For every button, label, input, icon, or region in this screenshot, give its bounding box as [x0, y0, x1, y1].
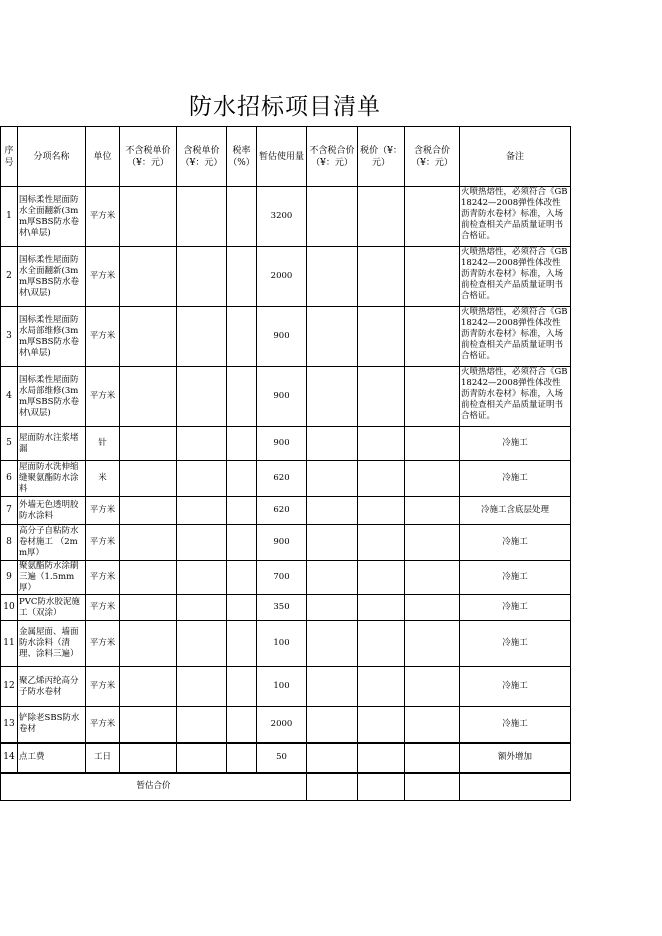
- row-tax-rate: [227, 497, 257, 525]
- row-tax-rate: [227, 427, 257, 461]
- bid-items-table: [0, 126, 571, 801]
- row-name: 屋面防水注浆堵漏: [18, 427, 86, 461]
- row-price-ex: [120, 561, 177, 595]
- row-total-in: [405, 595, 460, 621]
- row-qty: 620: [257, 497, 307, 525]
- row-price-ex: [120, 461, 177, 497]
- row-note: 冷施工: [460, 461, 571, 497]
- row-total-ex: [307, 367, 358, 427]
- row-tax-rate: [227, 667, 257, 707]
- row-note: 火喷热熔性，必须符合《GB18242—2008弹性体改性沥青防水卷材》标准，入场前检查相关产品质量证明书合格证。: [460, 187, 571, 247]
- table-row: [1, 307, 571, 367]
- header-price-ex: 不含税单价（¥：元）: [120, 127, 177, 187]
- row-tax-rate: [227, 561, 257, 595]
- row-seq: 10: [1, 595, 18, 621]
- row-unit: 平方米: [86, 525, 120, 561]
- row-name: 外墙无色透明胶防水涂料: [18, 497, 86, 525]
- row-total-ex: [307, 525, 358, 561]
- row-tax: [358, 561, 405, 595]
- row-total-in: [405, 667, 460, 707]
- row-total-in: [405, 461, 460, 497]
- row-tax-rate: [227, 367, 257, 427]
- row-price-in: [177, 707, 227, 743]
- row-tax: [358, 461, 405, 497]
- row-note: 火喷热熔性，必须符合《GB18242—2008弹性体改性沥青防水卷材》标准，入场前检查相关产品质量证明书合格证。: [460, 367, 571, 427]
- row-tax: [358, 427, 405, 461]
- table-row: [1, 367, 571, 427]
- row-total-ex: [307, 427, 358, 461]
- row-name: 高分子自粘防水卷材施工 （2mm厚）: [18, 525, 86, 561]
- row-tax: [358, 707, 405, 743]
- header-tax: 税价（¥：元）: [358, 127, 405, 187]
- table-row: [1, 187, 571, 247]
- row-total-in: [405, 707, 460, 743]
- row-qty: 350: [257, 595, 307, 621]
- total-tax-cell: [358, 773, 405, 801]
- row-tax-rate: [227, 187, 257, 247]
- header-qty: 暂估使用量: [257, 127, 307, 187]
- row-unit: 平方米: [86, 621, 120, 667]
- header-price-in: 含税单价（¥：元）: [177, 127, 227, 187]
- row-total-in: [405, 247, 460, 307]
- row-price-ex: [120, 743, 177, 773]
- table-row: [1, 707, 571, 743]
- table-row: [1, 743, 571, 773]
- row-tax: [358, 525, 405, 561]
- row-price-in: [177, 743, 227, 773]
- row-note: 冷施工: [460, 561, 571, 595]
- row-qty: 2000: [257, 247, 307, 307]
- row-qty: 2000: [257, 707, 307, 743]
- row-note: 冷施工: [460, 707, 571, 743]
- table-row: [1, 427, 571, 461]
- row-seq: 2: [1, 247, 18, 307]
- table-row: [1, 621, 571, 667]
- row-seq: 5: [1, 427, 18, 461]
- total-note-cell: [460, 773, 571, 801]
- row-tax: [358, 497, 405, 525]
- row-note: 冷施工: [460, 595, 571, 621]
- row-tax: [358, 595, 405, 621]
- row-unit: 针: [86, 427, 120, 461]
- header-unit: 单位: [86, 127, 120, 187]
- row-seq: 8: [1, 525, 18, 561]
- row-total-in: [405, 427, 460, 461]
- row-seq: 1: [1, 187, 18, 247]
- row-tax: [358, 367, 405, 427]
- row-price-ex: [120, 187, 177, 247]
- row-unit: 平方米: [86, 667, 120, 707]
- header-total-in: 含税合价（¥：元）: [405, 127, 460, 187]
- row-price-in: [177, 561, 227, 595]
- total-label: 暂估合价: [1, 773, 307, 801]
- row-unit: 平方米: [86, 707, 120, 743]
- row-tax: [358, 307, 405, 367]
- row-total-ex: [307, 595, 358, 621]
- row-tax-rate: [227, 461, 257, 497]
- row-tax-rate: [227, 307, 257, 367]
- row-tax-rate: [227, 707, 257, 743]
- header-tax-rate: 税率（%）: [227, 127, 257, 187]
- row-seq: 13: [1, 707, 18, 743]
- row-qty: 100: [257, 667, 307, 707]
- row-total-in: [405, 497, 460, 525]
- row-qty: 900: [257, 307, 307, 367]
- row-price-ex: [120, 367, 177, 427]
- row-price-in: [177, 621, 227, 667]
- row-price-ex: [120, 707, 177, 743]
- table-row: [1, 497, 571, 525]
- row-tax-rate: [227, 525, 257, 561]
- row-unit: 平方米: [86, 497, 120, 525]
- row-name: 聚乙烯丙纶高分子防水卷材: [18, 667, 86, 707]
- row-seq: 9: [1, 561, 18, 595]
- row-total-in: [405, 525, 460, 561]
- header-note: 备注: [460, 127, 571, 187]
- row-unit: 平方米: [86, 187, 120, 247]
- row-unit: 平方米: [86, 561, 120, 595]
- row-tax: [358, 247, 405, 307]
- row-seq: 6: [1, 461, 18, 497]
- row-price-in: [177, 367, 227, 427]
- row-total-in: [405, 307, 460, 367]
- table-row: [1, 595, 571, 621]
- header-name: 分项名称: [18, 127, 86, 187]
- row-tax-rate: [227, 595, 257, 621]
- row-seq: 4: [1, 367, 18, 427]
- row-name: PVC防水胶泥施工（双涂）: [18, 595, 86, 621]
- row-qty: 3200: [257, 187, 307, 247]
- row-total-in: [405, 187, 460, 247]
- table-row: [1, 667, 571, 707]
- row-name: 屋面防水洗伸缩缝聚氨酯防水涂料: [18, 461, 86, 497]
- row-tax: [358, 187, 405, 247]
- row-total-ex: [307, 461, 358, 497]
- row-total-ex: [307, 307, 358, 367]
- row-qty: 700: [257, 561, 307, 595]
- row-unit: 平方米: [86, 307, 120, 367]
- row-qty: 620: [257, 461, 307, 497]
- row-total-ex: [307, 561, 358, 595]
- table-row: [1, 525, 571, 561]
- row-price-ex: [120, 667, 177, 707]
- row-note: 冷施工含底层处理: [460, 497, 571, 525]
- row-price-ex: [120, 497, 177, 525]
- row-note: 火喷热熔性，必须符合《GB18242—2008弹性体改性沥青防水卷材》标准，入场前检查相关产品质量证明书合格证。: [460, 247, 571, 307]
- row-total-ex: [307, 187, 358, 247]
- row-total-in: [405, 621, 460, 667]
- header-row: [1, 127, 571, 187]
- row-name: 铲除老SBS防水卷材: [18, 707, 86, 743]
- table-row: [1, 461, 571, 497]
- row-price-ex: [120, 525, 177, 561]
- row-note: 冷施工: [460, 667, 571, 707]
- row-price-ex: [120, 307, 177, 367]
- total-ex-cell: [307, 773, 358, 801]
- row-note: 冷施工: [460, 621, 571, 667]
- row-total-ex: [307, 621, 358, 667]
- row-tax-rate: [227, 247, 257, 307]
- row-price-in: [177, 525, 227, 561]
- row-qty: 900: [257, 427, 307, 461]
- page-title: 防水招标项目清单: [189, 94, 381, 120]
- row-seq: 14: [1, 743, 18, 773]
- header-seq: 序号: [1, 127, 18, 187]
- row-total-ex: [307, 247, 358, 307]
- row-unit: 平方米: [86, 595, 120, 621]
- row-seq: 12: [1, 667, 18, 707]
- row-note: 冷施工: [460, 525, 571, 561]
- row-note: 冷施工: [460, 427, 571, 461]
- row-price-in: [177, 427, 227, 461]
- row-note: 火喷热熔性，必须符合《GB18242—2008弹性体改性沥青防水卷材》标准，入场前检查相关产品质量证明书合格证。: [460, 307, 571, 367]
- row-price-in: [177, 667, 227, 707]
- row-total-ex: [307, 667, 358, 707]
- row-tax-rate: [227, 621, 257, 667]
- row-total-ex: [307, 707, 358, 743]
- row-name: 点工费: [18, 743, 86, 773]
- row-name: 国标柔性屋面防水局部维修(3mm厚SBS防水卷材\单层): [18, 307, 86, 367]
- row-price-in: [177, 497, 227, 525]
- row-unit: 工日: [86, 743, 120, 773]
- row-seq: 11: [1, 621, 18, 667]
- row-price-ex: [120, 595, 177, 621]
- row-qty: 900: [257, 525, 307, 561]
- row-total-ex: [307, 743, 358, 773]
- row-tax: [358, 621, 405, 667]
- row-total-in: [405, 367, 460, 427]
- row-price-in: [177, 247, 227, 307]
- row-qty: 100: [257, 621, 307, 667]
- row-price-in: [177, 187, 227, 247]
- table-row: [1, 561, 571, 595]
- row-name: 国标柔性屋面防水全面翻新(3mm厚SBS防水卷材\单层): [18, 187, 86, 247]
- row-qty: 50: [257, 743, 307, 773]
- row-price-ex: [120, 621, 177, 667]
- row-unit: 平方米: [86, 247, 120, 307]
- row-price-in: [177, 595, 227, 621]
- table-row: [1, 247, 571, 307]
- row-note: 额外增加: [460, 743, 571, 773]
- row-total-in: [405, 561, 460, 595]
- row-name: 国标柔性屋面防水局部维修(3mm厚SBS防水卷材\双层): [18, 367, 86, 427]
- row-price-in: [177, 307, 227, 367]
- row-unit: 米: [86, 461, 120, 497]
- row-total-in: [405, 743, 460, 773]
- row-price-in: [177, 461, 227, 497]
- row-tax: [358, 743, 405, 773]
- row-seq: 7: [1, 497, 18, 525]
- row-tax-rate: [227, 743, 257, 773]
- header-total-ex: 不含税合价（¥：元）: [307, 127, 358, 187]
- row-name: 国标柔性屋面防水全面翻新(3mm厚SBS防水卷材\双层): [18, 247, 86, 307]
- row-price-ex: [120, 427, 177, 461]
- row-total-ex: [307, 497, 358, 525]
- total-in-cell: [405, 773, 460, 801]
- row-name: 聚氨酯防水涂刷三遍（1.5mm厚）: [18, 561, 86, 595]
- total-row: [1, 773, 571, 801]
- row-price-ex: [120, 247, 177, 307]
- row-qty: 900: [257, 367, 307, 427]
- row-unit: 平方米: [86, 367, 120, 427]
- row-tax: [358, 667, 405, 707]
- row-seq: 3: [1, 307, 18, 367]
- row-name: 金属屋面、墙面防水涂料（清理、涂料三遍）: [18, 621, 86, 667]
